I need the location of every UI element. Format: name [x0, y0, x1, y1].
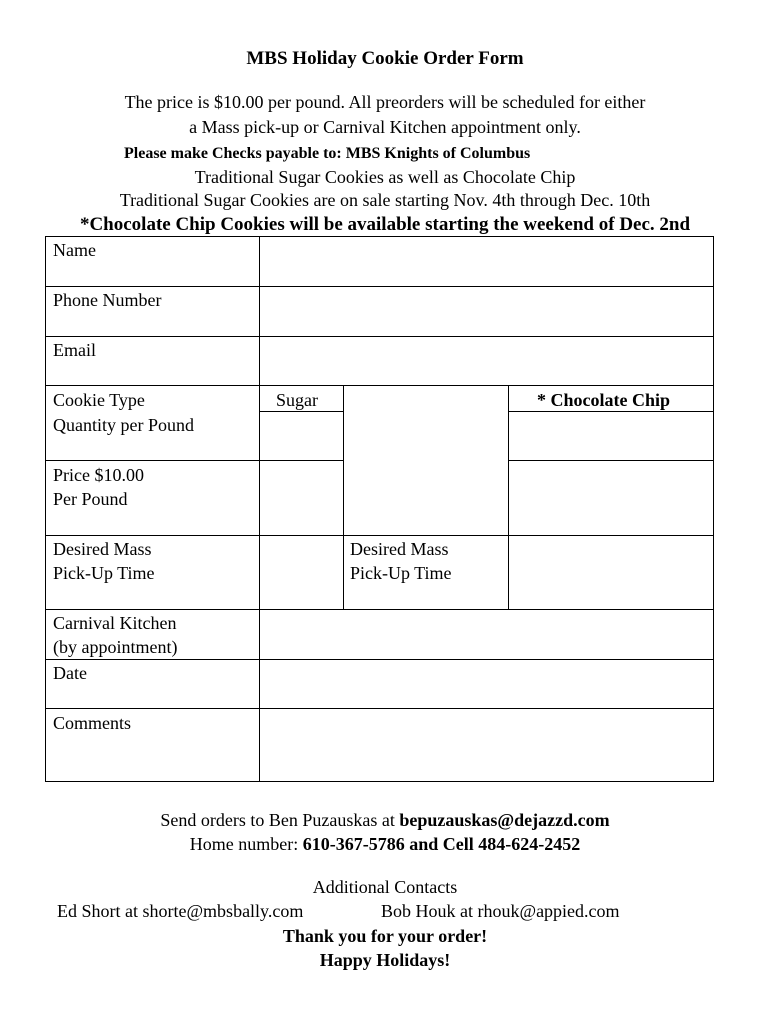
date-field[interactable]	[263, 663, 709, 704]
table-border-right	[713, 236, 714, 781]
chocolate-quantity-field[interactable]	[512, 415, 709, 456]
thank-you-text: Thank you for your order!	[282, 926, 488, 946]
contact-ed-short: Ed Short at shorte@mbsbally.com	[57, 901, 304, 921]
table-border-bottom	[45, 781, 714, 782]
intro-line-4: Traditional Sugar Cookies are on sale starting Nov. 4th through Dec. 10th	[119, 190, 651, 210]
column-divider	[343, 385, 344, 609]
comments-field[interactable]	[263, 712, 709, 777]
phone-numbers: 610-367-5786 and Cell 484-624-2452	[302, 834, 581, 854]
phone-numbers-line	[0, 834, 770, 855]
chocolate-pickup-time-field[interactable]	[512, 539, 709, 605]
per-pound-label: Per Pound	[53, 489, 128, 509]
mass-pickup-label-2: Desired Mass	[350, 539, 449, 559]
send-orders-line	[0, 810, 770, 831]
phone-label: Phone Number	[53, 290, 162, 310]
carnival-kitchen-label: Carnival Kitchen	[53, 613, 177, 633]
intro-line-3: Traditional Sugar Cookies as well as Chocolate Chip	[194, 167, 576, 187]
checks-payable-note: Please make Checks payable to: MBS Knights of Columbus	[124, 145, 531, 162]
row-divider	[45, 286, 714, 287]
row-divider	[45, 708, 714, 709]
cookie-type-label: Cookie Type	[53, 390, 145, 410]
table-border-left	[45, 236, 46, 781]
happy-holidays-text: Happy Holidays!	[319, 950, 451, 970]
home-number-label: Home number:	[189, 834, 303, 854]
mass-pickup-label-2-line2: Pick-Up Time	[350, 563, 452, 583]
row-divider	[508, 460, 714, 461]
email-field[interactable]	[263, 340, 709, 381]
row-divider	[45, 385, 714, 386]
chocolate-chip-note: *Chocolate Chip Cookies will be available starting the weekend of Dec. 2nd	[79, 214, 691, 235]
page-title: MBS Holiday Cookie Order Form	[246, 48, 524, 69]
mass-pickup-label-line2: Pick-Up Time	[53, 563, 155, 583]
intro-line-2: a Mass pick-up or Carnival Kitchen appointment only.	[189, 117, 581, 137]
row-divider	[45, 609, 714, 610]
carnival-kitchen-field[interactable]	[263, 613, 709, 655]
sugar-pickup-time-field[interactable]	[263, 539, 339, 605]
name-field[interactable]	[263, 240, 709, 282]
send-orders-text: Send orders to Ben Puzauskas at	[160, 810, 400, 830]
quantity-label: Quantity per Pound	[53, 415, 194, 435]
date-label: Date	[53, 663, 87, 683]
table-border-top	[45, 236, 714, 237]
sugar-quantity-field[interactable]	[263, 415, 339, 456]
email-label: Email	[53, 340, 96, 360]
phone-field[interactable]	[263, 290, 709, 332]
mass-pickup-label: Desired Mass	[53, 539, 152, 559]
row-divider	[45, 460, 343, 461]
contact-bob-houk: Bob Houk at rhouk@appied.com	[381, 901, 620, 921]
additional-contacts-heading: Additional Contacts	[312, 877, 458, 897]
price-label: Price $10.00	[53, 465, 144, 485]
comments-label: Comments	[53, 713, 132, 733]
row-divider	[45, 535, 714, 536]
name-label: Name	[53, 240, 96, 260]
chocolate-chip-label: * Chocolate Chip	[537, 390, 671, 410]
send-orders-email[interactable]: bepuzauskas@dejazzd.com	[399, 810, 610, 830]
column-divider	[508, 385, 509, 609]
carnival-kitchen-sublabel: (by appointment)	[53, 637, 178, 657]
sugar-label: Sugar	[276, 390, 318, 410]
intro-line-1: The price is $10.00 per pound. All preorders will be scheduled for either	[124, 92, 646, 112]
column-divider	[259, 236, 260, 781]
row-divider	[45, 336, 714, 337]
